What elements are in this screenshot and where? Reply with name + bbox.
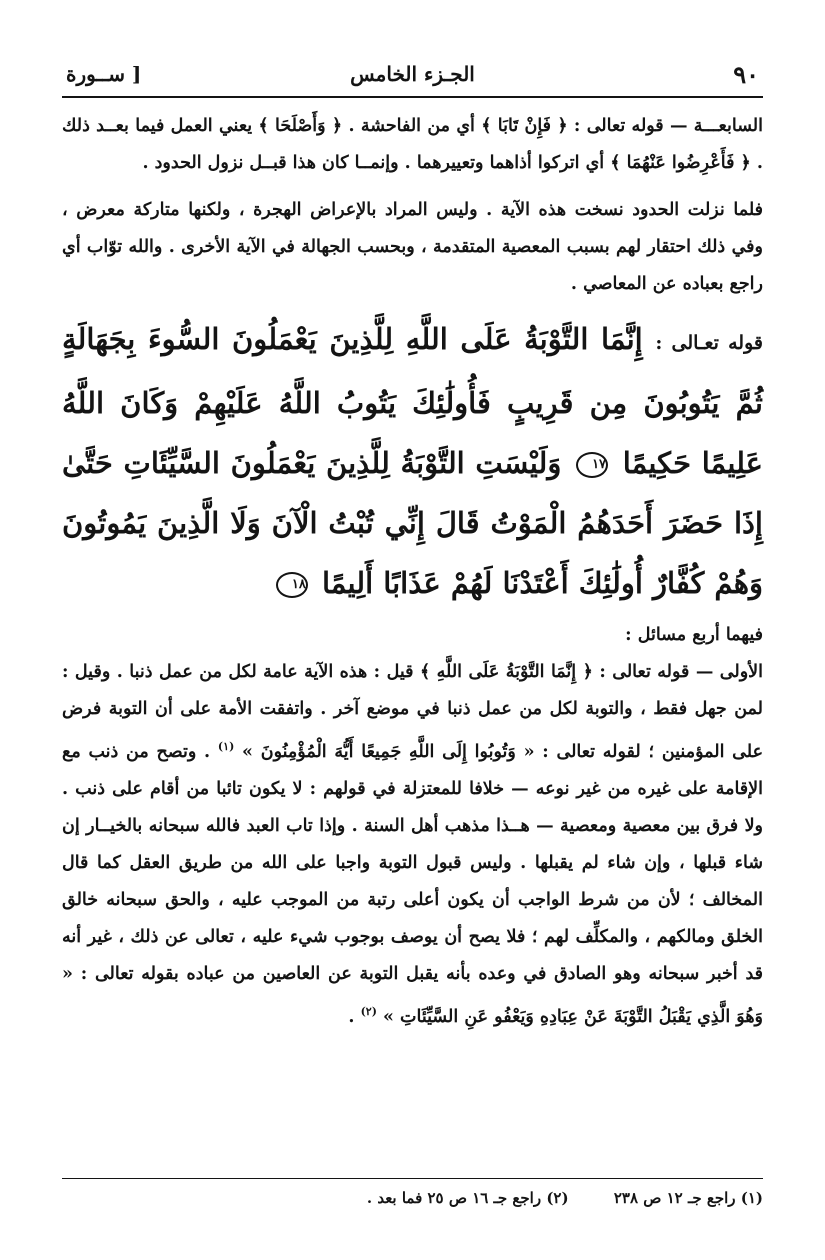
verse-text-17: إِنَّمَا التَّوْبَةُ عَلَى اللَّهِ لِلَّذِينَ يَعْمَلُونَ السُّوءَ بِجَهَالَةٍ ثُمَّ يَتُوبُونَ مِن قَرِيبٍ فَأُولَٰئِكَ يَتُوبُ اللَّهُ عَلَيْهِمْ وَكَانَ اللَّهُ عَلِيمًا حَكِيمًا [62,322,763,480]
paragraph-first-issue [62,654,763,1036]
paragraph-text: ﴿ إِنَّمَا التَّوْبَةُ عَلَى اللَّهِ ﴾ قيل : هذه الآية عامة لكل من عمل ذنبا . وقيل : لمن جهل فقط ، والتوبة لكل من عمل ذنبا في موضع آخر . واتفقت الأمة على أن التوبة فرض على المؤمنين ؛ لقوله تعالى : « وَتُوبُوا إِلَى اللَّهِ جَمِيعًا أَيُّهَ الْمُؤْمِنُونَ » [62,662,764,762]
footnote-ref: (٢) [360,1004,377,1018]
issues-heading: فيهما أربع مسائل : [625,625,763,645]
ayah-number-marker: ١٨ [276,572,308,598]
surah-label: [ ســورة [66,62,142,86]
paragraph-lead: الأولى — قوله تعالى : [599,662,764,682]
page-header [62,56,763,98]
paragraph-seventh [62,108,763,182]
paragraph-text: . وتصح من ذنب مع الإقامة على غيره من غير نوعه — خلافا للمعتزلة في قولهم : لا يكون تائبا من أقام على ذنب . ولا فرق بين معصية ومعصية — هــذا مذهب أهل السنة . وإذا تاب العبد فالله سبحانه بالخيــار إن شاء قبلها ، وإن شاء لم يقبلها . وليس قبول التوبة واجبا على الله من طريق العقل كما قال المخالف ؛ لأن من شرط الواجب أن يكون أعلى رتبة من الموجب عليه ، والحق سبحانه خالق الخلق ومالكهم ، والمكلِّف لهم ؛ فلا يصح أن يوصف بوجوب شيء عليه ، تعالى عن ذلك ، غير أنه قد أخبر سبحانه وهو الصادق في وعده بأنه يقبل التوبة عن العاصين من عباده بقوله تعالى : « وَهُوَ الَّذِي يَقْبَلُ التَّوْبَةَ عَنْ عِبَادِهِ وَيَعْفُو عَنِ السَّيِّئَاتِ » [62,741,763,1027]
page-body [62,108,763,1036]
paragraph-text: ﴿ فَإِنْ تَابَا ﴾ أي من الفاحشة . ﴿ وَأَصْلَحَا ﴾ يعني العمل فيما بعــد ذلك . ﴿ فَأَعْرِضُوا عَنْهُمَا ﴾ أي اتركوا أذاهما وتعييرهما . وإنمــا كان هذا قبــل نزول الحدود . [62,116,763,173]
paragraph-text: فلما نزلت الحدود نسخت هذه الآية . وليس المراد بالإعراض الهجرة ، ولكنها متاركة معرض ، وفي ذلك احتقار لهم بسبب المعصية المتقدمة ، وبحسب الجهالة في الآية الأخرى . والله توّاب أي راجع بعباده عن المعاصي . [62,200,763,294]
paragraph-abrogation [62,192,763,303]
footnote-2: (٢) راجع جـ ١٦ ص ٢٥ فما بعد . [366,1189,569,1207]
part-title: الجـزء الخامس [350,62,475,86]
footnote-ref: (١) [217,740,235,753]
quran-verse-block [62,309,763,613]
verse-text-18: وَلَيْسَتِ التَّوْبَةُ لِلَّذِينَ يَعْمَلُونَ السَّيِّئَاتِ حَتَّىٰ إِذَا حَضَرَ أَحَدَهُمُ الْمَوْتُ قَالَ إِنِّي تُبْتُ الْآنَ وَلَا الَّذِينَ يَمُوتُونَ وَهُمْ كُفَّارٌ أُولَٰئِكَ أَعْتَدْنَا لَهُمْ عَذَابًا أَلِيمًا [62,446,763,600]
paragraph-lead: السابعـــة — قوله تعالى : [573,116,764,136]
footnotes [62,1178,763,1207]
verse-lead: قوله تعـالى : [655,332,763,354]
footnote-1: (١) راجع جـ ١٢ ص ٢٣٨ [613,1189,763,1207]
page-number: ٩٠ [733,60,759,89]
ayah-number-marker: ١٧ [576,452,608,478]
paragraph-text: . [348,1006,355,1027]
